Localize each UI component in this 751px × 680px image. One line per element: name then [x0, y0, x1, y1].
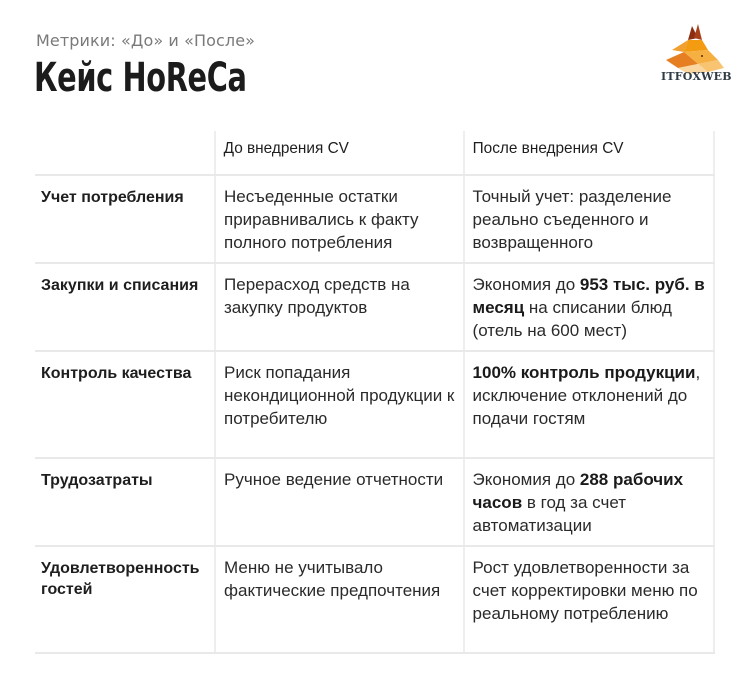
- row-label: Контроль качества: [35, 351, 215, 458]
- before-cell: Меню не учитывало фактические предпочтения: [215, 546, 464, 653]
- table-row: [35, 263, 714, 351]
- after-cell: [464, 546, 714, 653]
- after-highlight: 100% контроль продукции: [472, 363, 696, 382]
- after-text: Экономия до: [472, 470, 580, 489]
- after-text: Рост удовлетворенности за счет корректировки меню по реальному потреблению: [472, 558, 698, 623]
- after-cell: [464, 263, 714, 351]
- after-text: в год за счет автоматизации: [472, 493, 626, 535]
- page-title: Кейс HoReCa: [34, 55, 247, 101]
- table-row: [35, 458, 714, 546]
- logo-text: ITFOXWEB: [661, 70, 732, 83]
- after-highlight: 953 тыс. руб. в месяц: [472, 275, 705, 317]
- row-label: Трудозатраты: [35, 458, 215, 546]
- before-cell: Ручное ведение отчетности: [215, 458, 464, 546]
- row-label: Учет потребления: [35, 175, 215, 263]
- table-row: [35, 351, 714, 458]
- after-cell: [464, 351, 714, 458]
- before-cell: Перерасход средств на закупку продуктов: [215, 263, 464, 351]
- table-header-row: [35, 131, 714, 175]
- page-subtitle: Метрики: «До» и «После»: [36, 31, 256, 50]
- header-before: До внедрения CV: [215, 131, 454, 175]
- after-text: на списании блюд (отель на 600 мест): [472, 298, 672, 340]
- before-cell: Риск попадания некондиционной продукции к потребителю: [215, 351, 464, 458]
- after-text: Экономия до: [472, 275, 580, 294]
- comparison-table: [35, 131, 715, 654]
- after-text: , исключение отклонений до подачи гостям: [472, 363, 701, 428]
- header-after: После внедрения CV: [464, 131, 704, 175]
- row-label: Закупки и списания: [35, 263, 215, 351]
- table-row: [35, 175, 714, 263]
- after-highlight: 288 рабочих часов: [472, 470, 684, 512]
- header-empty: [35, 131, 215, 175]
- after-cell: [464, 458, 714, 546]
- after-cell: [464, 175, 714, 263]
- table-row: [35, 546, 714, 653]
- after-text: Точный учет: разделение реально съеденного и возвращенного: [472, 187, 672, 252]
- before-cell: Несъеденные остатки приравнивались к факту полного потребления: [215, 175, 464, 263]
- row-label: Удовлетворенность гостей: [35, 546, 215, 653]
